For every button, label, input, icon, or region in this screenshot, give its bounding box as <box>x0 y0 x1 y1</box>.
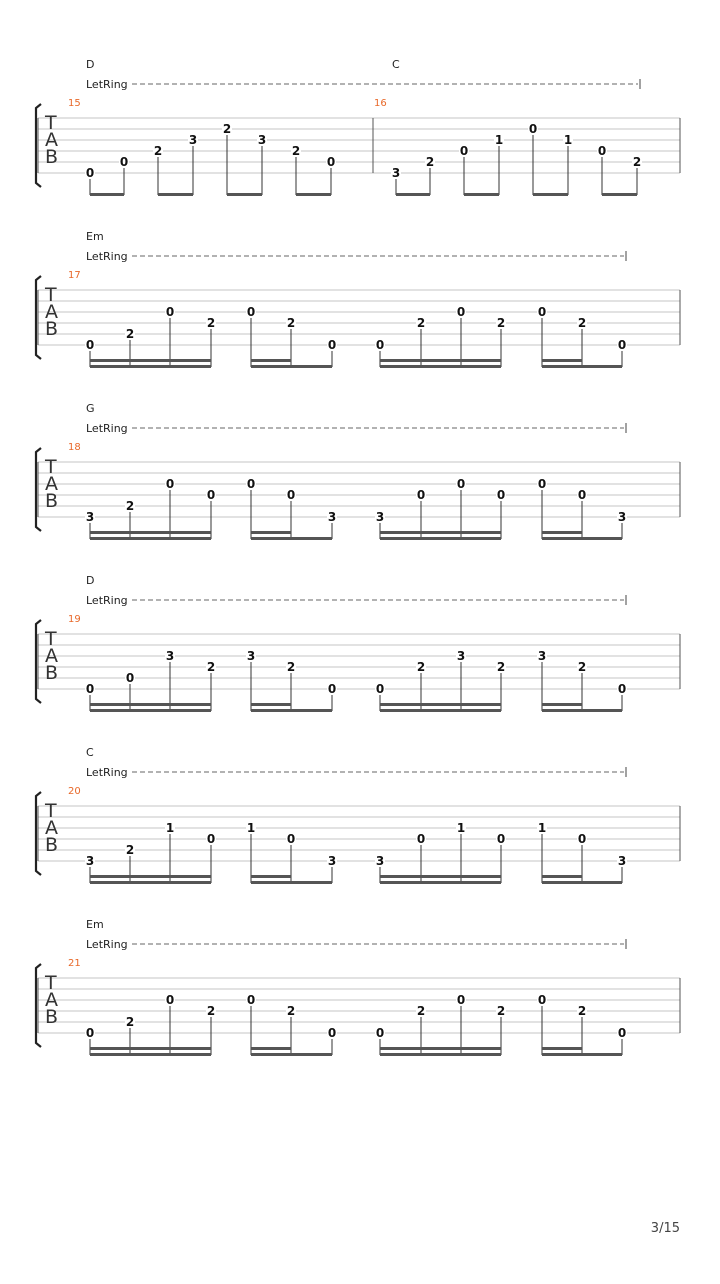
fret-number: 0 <box>286 488 296 502</box>
fret-number: 1 <box>494 133 504 147</box>
fret-number: 2 <box>125 1015 135 1029</box>
fret-number: 0 <box>119 155 129 169</box>
note-beam-secondary <box>90 703 211 706</box>
fret-number: 0 <box>375 338 385 352</box>
chord-name: Em <box>86 918 104 931</box>
fret-number: 2 <box>425 155 435 169</box>
fret-number: 1 <box>165 821 175 835</box>
fret-number: 3 <box>165 649 175 663</box>
tab-clef-letter: T <box>45 628 57 650</box>
note-beam <box>90 709 211 712</box>
tab-clef-letter: B <box>45 318 59 340</box>
note-beam-secondary <box>90 359 211 362</box>
note-beam <box>380 881 501 884</box>
fret-number: 2 <box>496 1004 506 1018</box>
fret-number: 0 <box>496 832 506 846</box>
fret-number: 2 <box>286 316 296 330</box>
let-ring-label: LetRing <box>86 422 128 435</box>
fret-number: 0 <box>617 338 627 352</box>
fret-number: 2 <box>496 316 506 330</box>
note-beam <box>251 365 332 368</box>
fret-number: 3 <box>257 133 267 147</box>
note-beam-secondary <box>542 531 582 534</box>
fret-number: 0 <box>165 477 175 491</box>
fret-number: 0 <box>85 338 95 352</box>
fret-number: 3 <box>617 854 627 868</box>
fret-number: 1 <box>563 133 573 147</box>
tab-clef-letter: B <box>45 146 59 168</box>
fret-number: 0 <box>456 993 466 1007</box>
tab-system <box>36 230 680 368</box>
fret-number: 2 <box>496 660 506 674</box>
note-beam <box>396 193 430 196</box>
page-number: 3/15 <box>650 1221 680 1236</box>
fret-number: 0 <box>206 488 216 502</box>
fret-number: 0 <box>537 993 547 1007</box>
note-beam-secondary <box>90 1047 211 1050</box>
fret-number: 2 <box>577 1004 587 1018</box>
note-beam-secondary <box>380 875 501 878</box>
tab-system <box>36 918 680 1056</box>
tab-clef-letter: T <box>45 456 57 478</box>
fret-number: 0 <box>85 682 95 696</box>
fret-number: 2 <box>125 843 135 857</box>
note-beam-secondary <box>251 531 291 534</box>
fret-number: 0 <box>375 1026 385 1040</box>
fret-number: 0 <box>85 1026 95 1040</box>
tab-clef-letter: T <box>45 112 57 134</box>
chord-name: C <box>86 746 94 759</box>
note-beam <box>380 709 501 712</box>
note-beam <box>90 365 211 368</box>
fret-number: 0 <box>327 682 337 696</box>
fret-number: 0 <box>206 832 216 846</box>
fret-number: 3 <box>537 649 547 663</box>
fret-number: 0 <box>577 832 587 846</box>
fret-number: 2 <box>632 155 642 169</box>
measure-number: 18 <box>68 442 81 453</box>
chord-name: C <box>392 58 400 71</box>
note-beam-secondary <box>251 1047 291 1050</box>
measure-number: 16 <box>374 98 387 109</box>
tab-clef-letter: B <box>45 1006 59 1028</box>
fret-number: 2 <box>206 660 216 674</box>
tab-clef-letter: T <box>45 800 57 822</box>
tab-clef-letter: A <box>45 989 58 1011</box>
note-beam-secondary <box>380 1047 501 1050</box>
tab-system <box>36 746 680 884</box>
note-beam-secondary <box>380 531 501 534</box>
note-beam <box>464 193 499 196</box>
note-beam <box>158 193 193 196</box>
note-beam <box>251 537 332 540</box>
fret-number: 0 <box>496 488 506 502</box>
note-beam <box>90 193 124 196</box>
chord-name: G <box>86 402 95 415</box>
fret-number: 0 <box>375 682 385 696</box>
note-beam <box>380 537 501 540</box>
fret-number: 0 <box>416 488 426 502</box>
fret-number: 2 <box>416 660 426 674</box>
fret-number: 0 <box>327 338 337 352</box>
note-beam <box>251 1053 332 1056</box>
fret-number: 0 <box>597 144 607 158</box>
note-beam <box>251 881 332 884</box>
fret-number: 0 <box>165 993 175 1007</box>
note-beam <box>90 1053 211 1056</box>
fret-number: 3 <box>327 854 337 868</box>
tab-system <box>36 574 680 712</box>
note-beam <box>296 193 331 196</box>
note-beam-secondary <box>90 875 211 878</box>
let-ring-label: LetRing <box>86 594 128 607</box>
tab-clef-letter: T <box>45 284 57 306</box>
fret-number: 3 <box>188 133 198 147</box>
fret-number: 3 <box>85 510 95 524</box>
fret-number: 2 <box>125 327 135 341</box>
fret-number: 0 <box>246 993 256 1007</box>
fret-number: 2 <box>125 499 135 513</box>
fret-number: 0 <box>85 166 95 180</box>
fret-number: 3 <box>375 510 385 524</box>
note-beam-secondary <box>251 703 291 706</box>
fret-number: 3 <box>456 649 466 663</box>
tab-clef-letter: B <box>45 490 59 512</box>
measure-number: 20 <box>68 786 81 797</box>
measure-number: 19 <box>68 614 81 625</box>
fret-number: 0 <box>456 477 466 491</box>
let-ring-label: LetRing <box>86 766 128 779</box>
fret-number: 0 <box>617 1026 627 1040</box>
fret-number: 2 <box>206 316 216 330</box>
fret-number: 0 <box>537 477 547 491</box>
fret-number: 2 <box>286 1004 296 1018</box>
fret-number: 2 <box>222 122 232 136</box>
fret-number: 0 <box>577 488 587 502</box>
note-beam <box>542 537 622 540</box>
fret-number: 0 <box>165 305 175 319</box>
fret-number: 2 <box>416 1004 426 1018</box>
fret-number: 3 <box>327 510 337 524</box>
fret-number: 0 <box>528 122 538 136</box>
fret-number: 0 <box>456 305 466 319</box>
tab-system <box>36 402 680 540</box>
note-beam <box>542 365 622 368</box>
note-beam-secondary <box>542 359 582 362</box>
fret-number: 2 <box>286 660 296 674</box>
fret-number: 3 <box>85 854 95 868</box>
tab-clef-letter: A <box>45 817 58 839</box>
tab-clef-letter: A <box>45 129 58 151</box>
fret-number: 0 <box>125 671 135 685</box>
chord-name: D <box>86 574 95 587</box>
note-beam <box>602 193 637 196</box>
note-beam <box>90 537 211 540</box>
tab-clef-letter: T <box>45 972 57 994</box>
note-beam-secondary <box>542 875 582 878</box>
note-beam <box>227 193 262 196</box>
chord-name: D <box>86 58 95 71</box>
note-beam <box>533 193 568 196</box>
fret-number: 3 <box>617 510 627 524</box>
note-beam-secondary <box>542 1047 582 1050</box>
note-beam-secondary <box>90 531 211 534</box>
let-ring-label: LetRing <box>86 250 128 263</box>
let-ring-label: LetRing <box>86 938 128 951</box>
chord-name: Em <box>86 230 104 243</box>
tab-clef-letter: A <box>45 645 58 667</box>
note-beam <box>542 709 622 712</box>
note-beam-secondary <box>251 359 291 362</box>
note-beam <box>542 1053 622 1056</box>
let-ring-label: LetRing <box>86 78 128 91</box>
fret-number: 0 <box>617 682 627 696</box>
note-beam <box>542 881 622 884</box>
measure-number: 21 <box>68 958 81 969</box>
fret-number: 3 <box>246 649 256 663</box>
tab-clef-letter: B <box>45 834 59 856</box>
note-beam-secondary <box>380 359 501 362</box>
note-beam <box>251 709 332 712</box>
fret-number: 3 <box>391 166 401 180</box>
note-beam <box>90 881 211 884</box>
note-beam <box>380 365 501 368</box>
fret-number: 0 <box>459 144 469 158</box>
measure-number: 15 <box>68 98 81 109</box>
measure-number: 17 <box>68 270 81 281</box>
note-beam-secondary <box>251 875 291 878</box>
fret-number: 0 <box>327 1026 337 1040</box>
fret-number: 2 <box>291 144 301 158</box>
tab-clef-letter: B <box>45 662 59 684</box>
fret-number: 0 <box>537 305 547 319</box>
fret-number: 2 <box>577 660 587 674</box>
fret-number: 0 <box>286 832 296 846</box>
note-beam-secondary <box>380 703 501 706</box>
fret-number: 0 <box>416 832 426 846</box>
fret-number: 1 <box>246 821 256 835</box>
fret-number: 1 <box>456 821 466 835</box>
fret-number: 3 <box>375 854 385 868</box>
fret-number: 1 <box>537 821 547 835</box>
fret-number: 0 <box>246 477 256 491</box>
fret-number: 0 <box>326 155 336 169</box>
fret-number: 2 <box>206 1004 216 1018</box>
note-beam-secondary <box>542 703 582 706</box>
tab-clef-letter: A <box>45 301 58 323</box>
fret-number: 0 <box>246 305 256 319</box>
tab-clef-letter: A <box>45 473 58 495</box>
fret-number: 2 <box>577 316 587 330</box>
note-beam <box>380 1053 501 1056</box>
fret-number: 2 <box>153 144 163 158</box>
fret-number: 2 <box>416 316 426 330</box>
tab-system <box>36 58 680 196</box>
